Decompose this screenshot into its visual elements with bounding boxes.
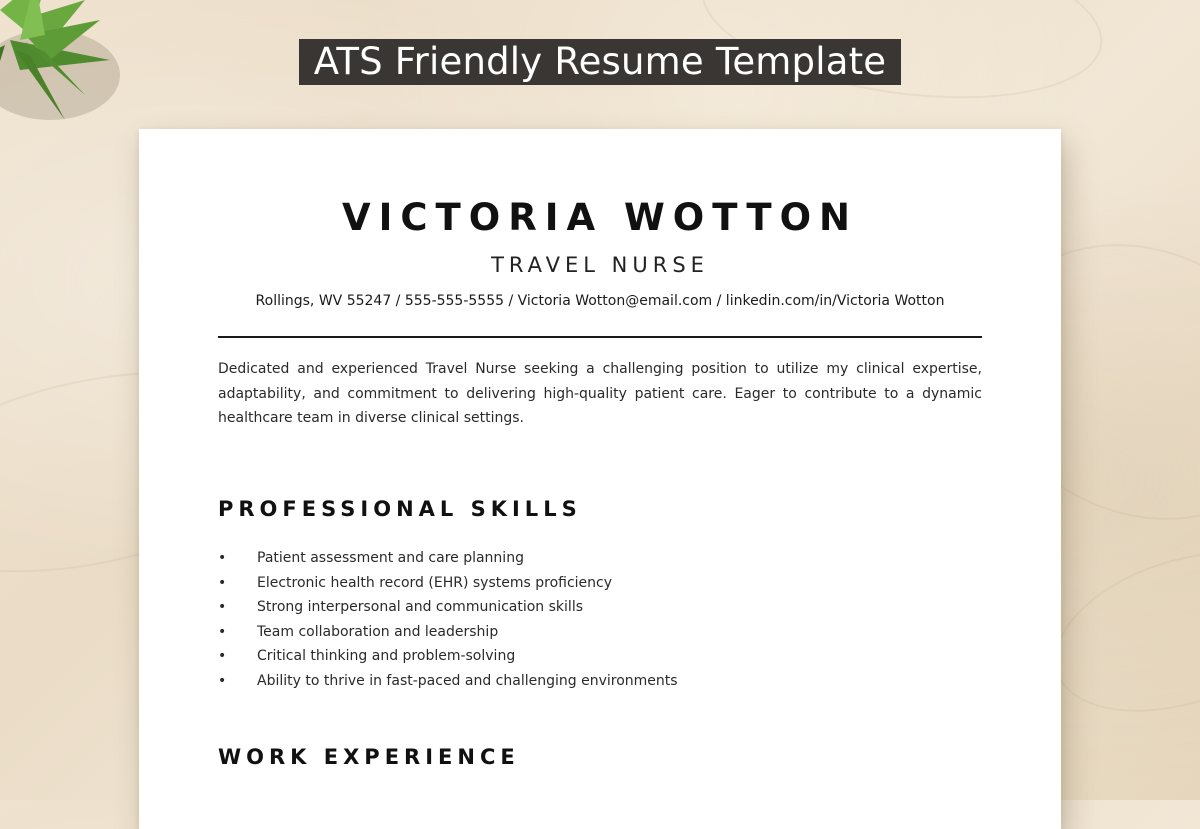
skill-text: Electronic health record (EHR) systems proficiency — [257, 574, 613, 591]
skill-item — [218, 595, 918, 620]
skill-text: Patient assessment and care planning — [257, 550, 524, 566]
template-banner-title: ATS Friendly Resume Template — [299, 39, 901, 85]
summary-paragraph: Dedicated and experienced Travel Nurse seeking a challenging position to utilize my clinical expertise, adaptability, and commitment to delivering high-quality patient care. Eager to contribute to a dynamic healthcare team in diverse clinical settings. — [218, 361, 982, 426]
bullet-marker: • — [218, 672, 227, 689]
skill-item — [218, 669, 918, 694]
skills-heading: PROFESSIONAL SKILLS — [218, 497, 582, 521]
bullet-marker: • — [218, 599, 227, 615]
skills-list — [218, 546, 918, 693]
skill-text: Strong interpersonal and communication skills — [257, 599, 583, 615]
contact-line: Rollings, WV 55247 / 555-555-5555 / Victoria Wotton@email.com / linkedin.com/in/Victoria Wotton — [255, 293, 945, 309]
skill-text: Ability to thrive in fast-paced and challenging environments — [257, 672, 678, 689]
bullet-marker: • — [218, 623, 227, 640]
skill-item — [218, 546, 918, 571]
bullet-marker: • — [218, 550, 227, 566]
skill-item — [218, 644, 918, 669]
header-divider — [218, 336, 982, 338]
skill-item — [218, 571, 918, 596]
candidate-name: VICTORIA WOTTON — [341, 196, 859, 239]
job-title: TRAVEL NURSE — [491, 253, 709, 277]
skill-text: Critical thinking and problem-solving — [257, 648, 516, 664]
experience-heading: WORK EXPERIENCE — [218, 745, 520, 769]
succulent-plant-icon — [0, 0, 150, 150]
bullet-marker: • — [218, 574, 227, 591]
skill-text: Team collaboration and leadership — [257, 623, 499, 640]
bullet-marker: • — [218, 648, 227, 664]
skill-item — [218, 620, 918, 645]
